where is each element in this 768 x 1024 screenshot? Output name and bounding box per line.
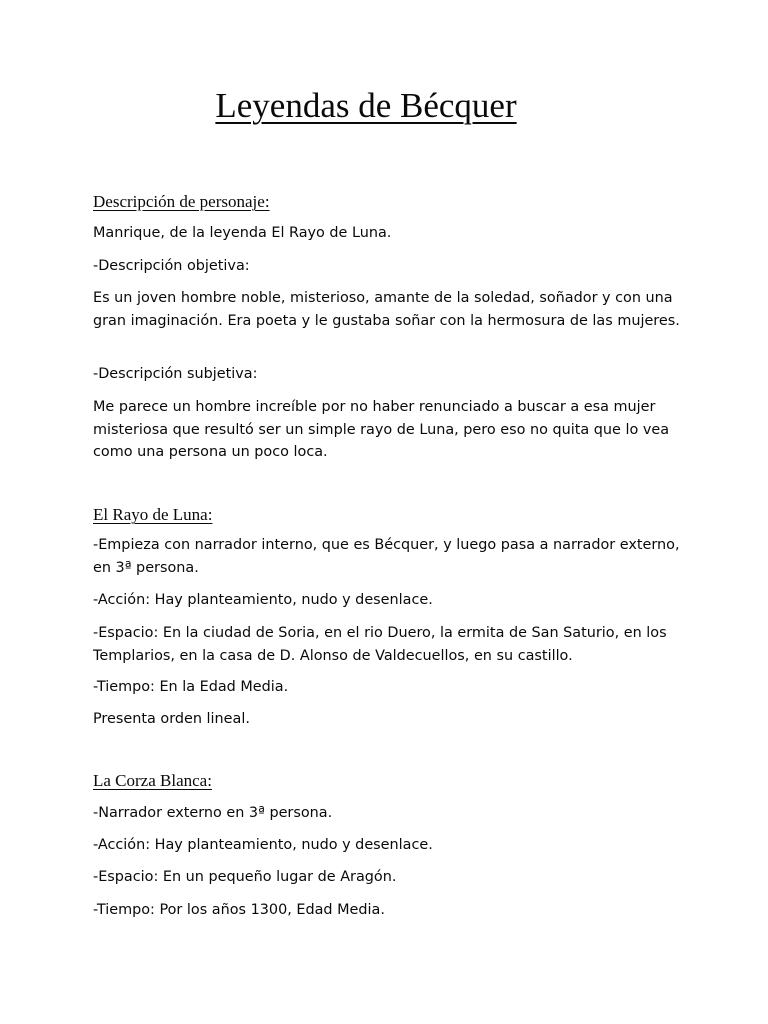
objective-description-text: Es un joven hombre noble, misterioso, amante de la soledad, soñador y con una gran imaginación. Era poeta y le gustaba soñar con la hermosura de las mujeres. — [93, 290, 680, 329]
corza-action-text: -Acción: Hay planteamiento, nudo y desenlace. — [93, 837, 433, 853]
rayo-action-text: -Acción: Hay planteamiento, nudo y desenlace. — [93, 592, 433, 608]
subjective-description-text: Me parece un hombre increíble por no haber renunciado a buscar a esa mujer misteriosa que resultó ser un simple rayo de Luna, pero eso no quita que lo vea como una persona un poco loca. — [93, 399, 670, 460]
corza-narrator-text: -Narrador externo en 3ª persona. — [93, 805, 333, 821]
corza-space-text: -Espacio: En un pequeño lugar de Aragón. — [93, 869, 397, 885]
section-heading-rayo-de-luna: El Rayo de Luna: — [93, 505, 213, 524]
character-name-line: Manrique, de la leyenda El Rayo de Luna. — [93, 225, 392, 241]
section-heading-corza-blanca: La Corza Blanca: — [93, 771, 212, 790]
rayo-space-text: -Espacio: En la ciudad de Soria, en el rio Duero, la ermita de San Saturio, en los Templarios, en la casa de D. Alonso de Valdecuellos, en su castillo. — [93, 625, 667, 664]
rayo-narrator-text: -Empieza con narrador interno, que es Bécquer, y luego pasa a narrador externo, en 3ª persona. — [93, 537, 680, 576]
corza-time-text: -Tiempo: Por los años 1300, Edad Media. — [93, 902, 385, 918]
document-title: Leyendas de Bécquer — [215, 86, 517, 125]
objective-description-label: -Descripción objetiva: — [93, 258, 250, 274]
subjective-description-label: -Descripción subjetiva: — [93, 366, 258, 382]
rayo-order-text: Presenta orden lineal. — [93, 711, 250, 727]
rayo-time-text: -Tiempo: En la Edad Media. — [93, 679, 289, 695]
section-heading-character-description: Descripción de personaje: — [93, 192, 270, 211]
